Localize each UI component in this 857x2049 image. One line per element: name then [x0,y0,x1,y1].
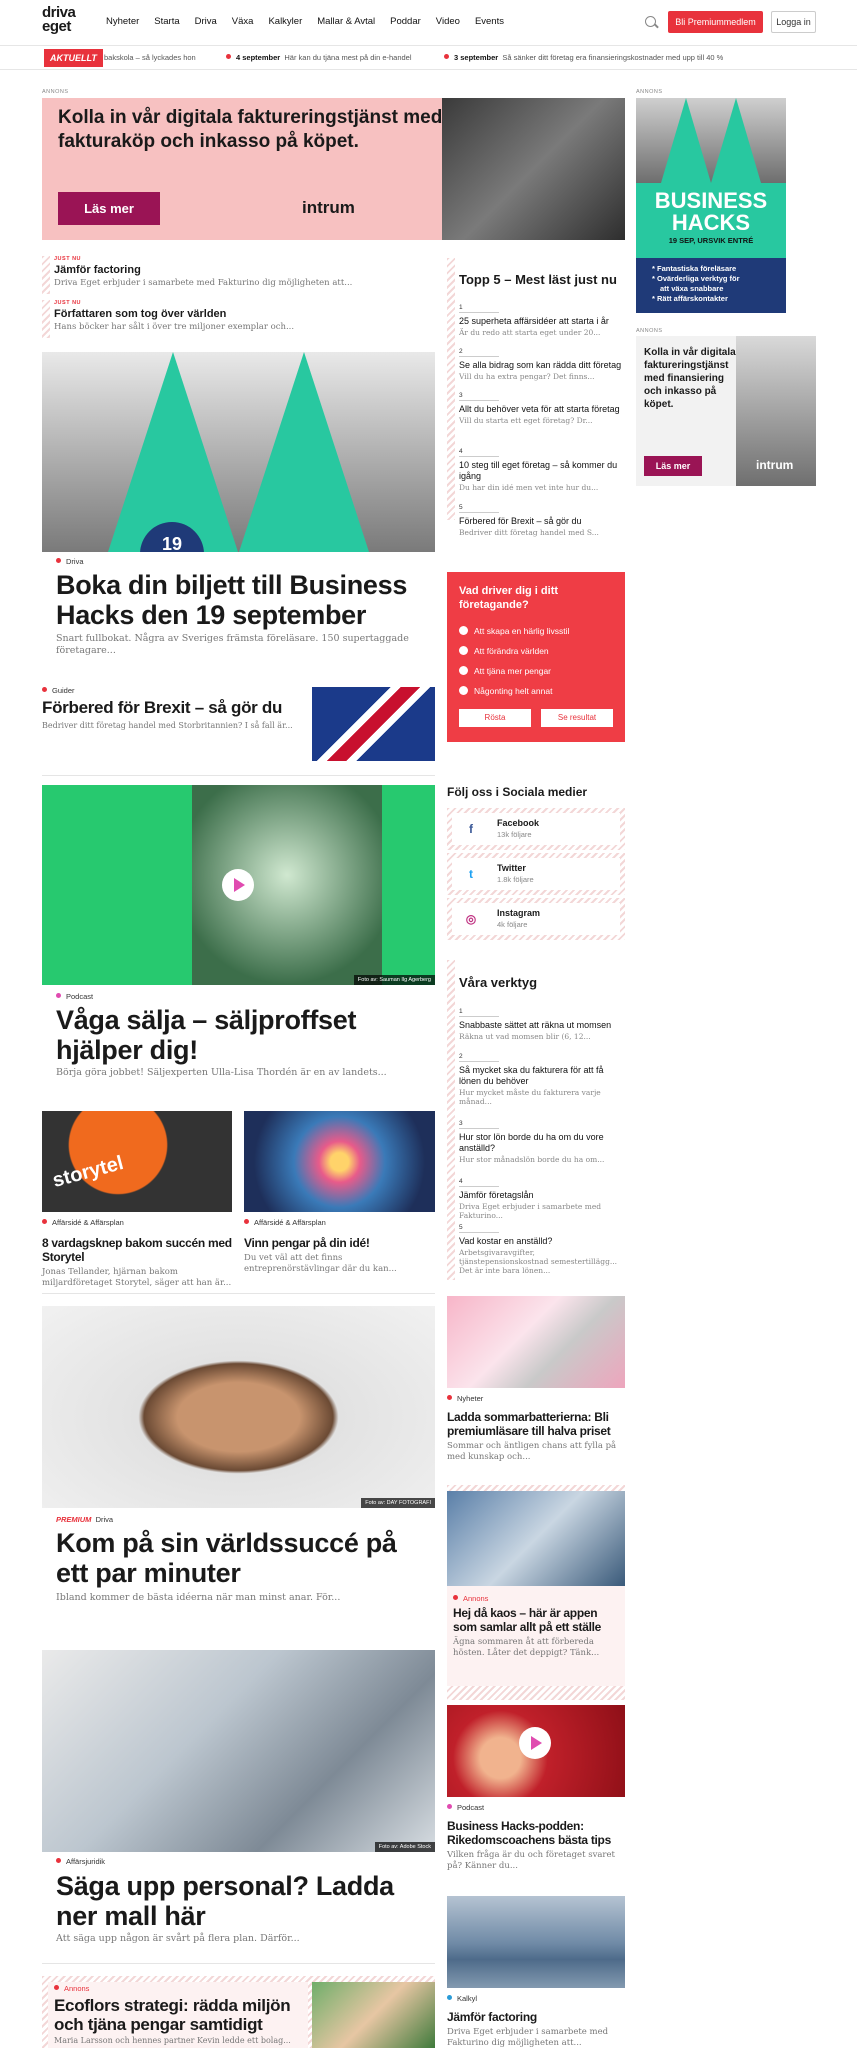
pink-dot-icon [56,993,61,998]
divider [42,1293,435,1294]
article-title[interactable]: Förbered för Brexit – så gör du [42,698,283,717]
photo-credit: Foto av: DAY FOTOGRAFI [361,1498,435,1508]
podcast-image[interactable] [42,785,435,985]
premium-button[interactable]: Bli Premiummedlem [668,11,763,33]
ticker-item[interactable] [226,53,412,62]
nav-item-vaxa[interactable]: Växa [231,16,254,27]
category-label: Affärsjuridik [56,1857,105,1866]
main-nav [106,16,519,27]
article-card[interactable] [447,1388,625,1482]
premium-badge: PREMIUM [56,1515,92,1524]
poll-title: Vad driver dig i ditt företagande? [459,585,559,611]
play-icon[interactable] [222,869,254,901]
poll-option[interactable]: Att förändra världen [459,646,549,656]
social-facebook[interactable]: f Facebook 13k följare [447,808,625,850]
brief-sub: Driva Eget erbjuder i samarbete med Fakturino dig möjligheten att... [54,278,353,288]
category-label: Podcast [447,1801,488,1812]
poll-option[interactable]: Någonting helt annat [459,686,552,696]
lightbulb-image[interactable] [244,1111,435,1224]
category-label: PREMIUM Driva [56,1515,114,1524]
ticker-item-text: Så sänker ditt företag era finansieringskostnader med upp till 40 % [502,53,724,62]
podcast-card[interactable] [50,985,435,1080]
article-title[interactable]: Vinn pengar på din idé! [244,1236,370,1250]
ad-read-more-button[interactable]: Läs mer [58,192,160,225]
ad-label: ANNONS [42,89,69,95]
article-title[interactable]: Kom på sin världssuccé på ett par minuter [56,1528,397,1588]
ticker-item-text: bakskola – så lyckades hon [104,53,196,62]
category-label: Kalkyl [447,1992,481,2003]
poll-widget [447,572,625,742]
stripe-decoration [447,960,455,1280]
article-card[interactable] [244,1212,435,1282]
article-card[interactable] [42,686,307,756]
tools-list [447,960,625,1280]
business-hacks-ad[interactable] [636,98,786,313]
most-read-list [447,258,625,537]
tool-item[interactable]: 2 Så mycket ska du fakturera för att få lönen du behöver Hur mycket måste du fakturera varje månad... [459,1053,604,1106]
stripe-decoration [42,300,50,338]
hero-sub: Snart fullbokat. Några av Sveriges främsta föreläsare. 150 supertaggade företagare... [56,633,409,656]
ecoflor-image [312,1982,435,2048]
sponsored-card-body [447,1586,625,1686]
social-title: Följ oss i Sociala medier [447,785,588,799]
brexit-clock-image[interactable] [312,687,435,761]
article-card[interactable] [447,1988,625,2048]
ad-text: Kolla in vår digitala faktureringstjänst med fakturaköp och inkasso på köpet. [58,107,443,152]
nav-item-events[interactable]: Events [474,16,504,27]
vote-button[interactable]: Rösta [459,709,531,727]
list-item[interactable]: 3 Allt du behöver veta för att starta företag Vill du starta ett eget företag? Dr... [459,392,620,425]
article-sub: Maria Larsson och hennes partner Kevin ledde ett bolag... [54,2036,291,2045]
triangle-shape [661,98,711,183]
article-card[interactable] [447,1797,625,1893]
article-title[interactable]: Hej då kaos – här är appen som samlar allt på ett ställe [453,1606,602,1634]
brief-title: Jämför factoring [54,264,141,276]
red-dot-icon [244,1219,249,1224]
category-label: Annons [453,1594,619,1603]
nav-item-driva[interactable]: Driva [194,16,217,27]
article-sub: Ibland kommer de bästa idéerna när man minst anar. För... [56,1592,341,1603]
article-card[interactable] [42,1212,232,1288]
ticker-item-date: 4 september [236,53,281,62]
ticker-item[interactable] [444,53,723,62]
article-sub: Bedriver ditt företag handel med Storbritannien? I så fall är... [42,721,293,730]
list-item[interactable]: 2 Se alla bidrag som kan rädda ditt företag Vill du ha extra pengar? Det finns... [459,348,622,381]
poll-option[interactable]: Att skapa en härlig livsstil [459,626,569,636]
article-title[interactable]: Säga upp personal? Ladda ner mall här [56,1871,394,1931]
brief-sub: Hans böcker har sålt i över tre miljoner exemplar och... [54,322,295,332]
radio-icon [459,626,468,635]
category-label: Affärsidé & Affärsplan [42,1218,128,1227]
podcast-title[interactable]: Våga sälja – säljproffset hjälper dig! [56,1005,357,1065]
tool-item[interactable]: 3 Hur stor lön borde du ha om du vore anställd? Hur stor månadslön borde du ha om... [459,1120,605,1164]
red-dot-icon [42,687,47,692]
poll-option[interactable]: Att tjäna mer pengar [459,666,551,676]
hero-card[interactable] [50,552,435,664]
category-label: Affärsidé & Affärsplan [244,1218,330,1227]
sponsored-card[interactable] [447,1485,625,1700]
stripe-decoration [42,256,50,294]
radio-icon [459,666,468,675]
banner-ad[interactable] [42,98,625,240]
category-label: Annons [54,1984,302,1993]
summer-image[interactable] [447,1296,625,1402]
article-title[interactable]: Ecoflors strategi: rädda miljön och tjäna pengar samtidigt [54,1996,291,2034]
tool-item[interactable]: 5 Vad kostar en anställd? Arbetsgivaravgifter, tjänstepensionskostnad semestertillägg... Det är inte bara lönen... [459,1224,618,1275]
blue-dot-icon [447,1995,452,2000]
ad-title: BUSINESS HACKS [654,188,768,235]
article-sub: Du vet väl att det finns entreprenörstävlingar där du kan... [244,1253,397,1274]
nav-item-mallar-avtal[interactable]: Mallar & Avtal [317,16,376,27]
red-dot-icon [226,54,231,59]
ad-text: Kolla in vår digitala faktureringstjänst med finansiering och inkasso på köpet. [644,347,736,410]
ad-photo [442,98,625,240]
ticker-label: AKTUELLT [44,49,103,67]
sponsored-card-body [48,1982,308,2048]
nav-item-nyheter[interactable]: Nyheter [106,16,140,27]
intrum-logo: intrum [302,198,355,217]
list-item[interactable]: 4 10 steg till eget företag – så kommer du igång Du har din idé men vet inte hur du... [459,448,618,492]
speaker-photos [636,98,786,183]
list-item[interactable]: 5 Förbered för Brexit – så gör du Bedriver ditt företag handel med S... [459,504,599,537]
tool-item[interactable]: 1 Snabbaste sättet att räkna ut momsen Räkna ut vad momsen blir (6, 12... [459,1008,612,1041]
article-sub: Jonas Tellander, hjärnan bakom miljardföretaget Storytel, säger att han är... [42,1267,232,1288]
twitter-icon: t [469,867,473,881]
ticker-item[interactable] [104,53,196,62]
sea-image[interactable] [447,1896,625,2002]
red-dot-icon [54,1985,59,1990]
site-header [0,0,857,46]
intrum-logo: intrum [756,458,794,472]
search-icon[interactable] [645,16,656,27]
article-card[interactable] [50,1852,435,1944]
brief-tag: JUST NU [54,300,82,306]
article-sub: Ägna sommaren åt att förbereda hösten. Låter det deppigt? Tänk... [453,1637,600,1658]
article-sub: Driva Eget erbjuder i samarbete med Fakturino dig möjligheten att... [447,2027,609,2048]
storytel-logo: storytel [50,1152,126,1192]
category-label: Nyheter [447,1392,487,1403]
category-label: Guider [42,686,307,695]
logo-line-1: driva [42,4,76,21]
hero-image[interactable] [42,352,435,552]
app-image [447,1491,625,1586]
photo-credit: Foto av: Sauman Ilg Agerberg [354,975,435,985]
site-logo[interactable] [42,6,75,34]
red-dot-icon [42,1219,47,1224]
podcast-image[interactable] [447,1705,625,1811]
divider [42,1963,435,1964]
nav-item-video[interactable]: Video [435,16,460,27]
stripe-decoration [447,258,455,520]
radio-icon [459,686,468,695]
triangle-shape [711,98,761,183]
date-badge: 19 [140,522,204,552]
pink-dot-icon [447,1804,452,1809]
ad-label: ANNONS [636,89,663,95]
divider [42,775,435,776]
nav-item-starta[interactable]: Starta [154,16,180,27]
triangle-shape [239,352,369,552]
category-label: Podcast [56,992,93,1001]
brief-title: Författaren som tog över världen [54,308,227,320]
article-title[interactable]: Business Hacks-podden: Rikedomscoachens bästa tips [447,1819,611,1847]
article-sub: Sommar och äntligen chans att fylla på med kunskap och... [447,1441,617,1462]
category-label: Driva [56,557,84,566]
tools-title: Våra verktyg [459,975,538,990]
ad-read-more-button[interactable]: Läs mer [644,456,702,476]
red-dot-icon [56,1858,61,1863]
intrum-side-ad[interactable] [636,336,816,486]
radio-icon [459,646,468,655]
podcast-photo [192,785,382,985]
red-dot-icon [447,1395,452,1400]
ad-label: ANNONS [636,328,663,334]
facebook-icon: f [469,822,473,836]
nav-item-kalkyler[interactable]: Kalkyler [268,16,303,27]
list-item[interactable]: 1 25 superheta affärsidéer att starta i år Är du redo att starta eget under 20... [459,304,609,337]
article-title[interactable]: Ladda sommarbatterierna: Bli premiumläsare till halva priset [447,1410,611,1438]
storytel-image[interactable] [42,1111,232,1224]
nav-item-poddar[interactable]: Poddar [390,16,421,27]
sponsored-card[interactable] [42,1976,435,2048]
brief-item[interactable] [42,300,442,338]
ticker-item-text: Här kan du tjäna mest på din e-handel [284,53,412,62]
premium-card[interactable] [50,1508,435,1603]
brief-tag: JUST NU [54,256,82,262]
most-read-title: Topp 5 – Mest läst just nu [459,272,617,287]
social-twitter[interactable]: t Twitter 1.8k följare [447,853,625,895]
instagram-icon: ◎ [465,912,477,926]
logo-line-2: eget [42,18,71,35]
red-dot-icon [56,558,61,563]
podcast-sub: Börja göra jobbet! Säljexperten Ulla-Lisa Thordén är en av landets... [56,1067,387,1078]
login-button[interactable]: Logga in [771,11,816,33]
article-title[interactable]: Jämför factoring [447,2010,537,2024]
article-sub: Att säga upp någon är svårt på flera plan. Därför... [56,1933,300,1944]
red-dot-icon [453,1595,458,1600]
play-icon[interactable] [519,1727,551,1759]
stressed-man-image[interactable] [42,1650,435,1852]
ticker-item-date: 3 september [454,53,499,62]
social-instagram[interactable]: ◎ Instagram 4k följare [447,898,625,940]
tool-item[interactable]: 4 Jämför företagslån Driva Eget erbjuder i samarbete med Fakturino... [459,1178,602,1220]
ad-subtitle: 19 SEP, URSVIK ENTRÉ [668,236,754,245]
article-sub: Vilken fråga är du och företaget svaret på? Känner du... [447,1850,615,1871]
photo-credit: Foto av: Adobe Stock [375,1842,435,1852]
ad-bullets: * Fantastiska föreläsare * Ovärderliga verktyg för att växa snabbare * Rätt affärskontakter [636,258,786,313]
hero-title[interactable]: Boka din biljett till Business Hacks den 19 september [56,570,408,630]
see-results-button[interactable]: Se resultat [541,709,613,727]
red-dot-icon [444,54,449,59]
portrait-image[interactable] [42,1306,435,1508]
brief-item[interactable] [42,256,442,294]
article-title[interactable]: 8 vardagsknep bakom succén med Storytel [42,1236,232,1264]
news-ticker [0,46,857,70]
